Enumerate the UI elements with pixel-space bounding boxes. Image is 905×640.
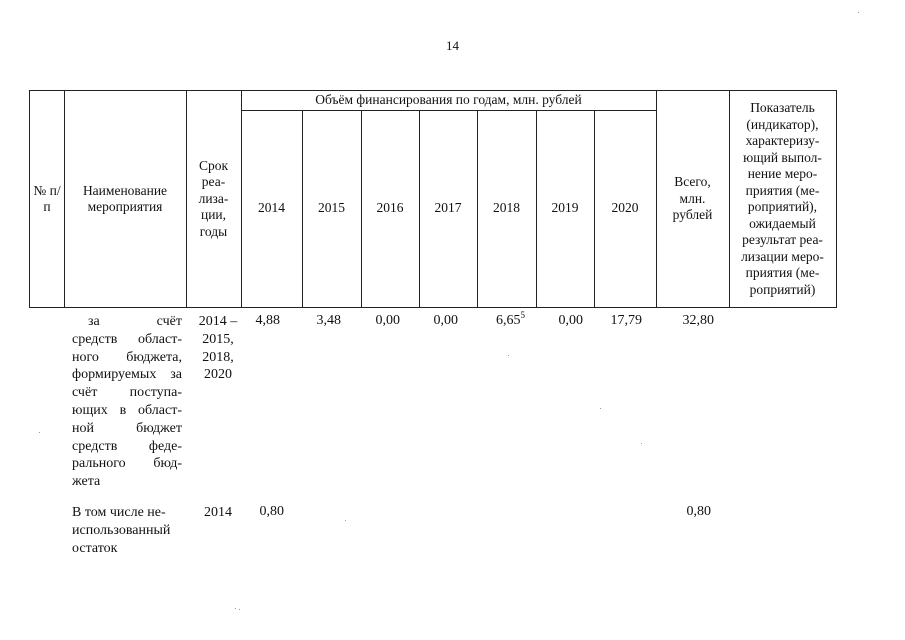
row-1-name-line: средств феде- [72, 438, 182, 454]
scan-speck [345, 520, 346, 521]
header-num: № п/п [33, 182, 61, 214]
row-1-name-line: счёт поступа- [72, 385, 182, 401]
row-1-total: 32,80 [682, 313, 714, 328]
row-1-term-line: 2018, [202, 349, 234, 365]
row-1-value-2018 [476, 310, 525, 329]
row-1-name-line: ющих в област- [72, 402, 182, 418]
header-year: 2016 [376, 200, 404, 216]
header-year: 2018 [493, 200, 520, 216]
row-2-value-2014: 0,80 [259, 504, 284, 519]
row-1-name-line: жета [72, 474, 101, 490]
scan-speck [641, 443, 642, 444]
row-1-value-2016: 0,00 [375, 313, 400, 328]
row-2-name-line: остаток [72, 540, 118, 556]
table-header [29, 90, 837, 308]
header-term: Срок реа-лиза-ции, годы [198, 157, 229, 239]
scan-speck [235, 608, 236, 609]
header-name: Наименование мероприятия [82, 182, 168, 214]
row-1-value-2017: 0,00 [433, 313, 458, 328]
row-1-term [194, 313, 242, 384]
scan-speck [600, 408, 601, 409]
row-1-term-line: 2014 – [198, 314, 238, 329]
row-1-name-line: средств област- [72, 331, 182, 347]
header-year: 2020 [611, 200, 639, 216]
row-2-name-line: использованный [72, 522, 171, 538]
row-2-total: 0,80 [686, 504, 711, 519]
header-year: 2015 [318, 200, 345, 216]
row-1-name-line: за счёт [88, 314, 182, 329]
row-2-name-line: В том числе не- [72, 505, 166, 520]
row-1-value-2018-number: 6,65 [496, 313, 521, 328]
row-1-term-line: 2015, [202, 331, 234, 347]
scan-speck [508, 355, 509, 356]
row-1-value-2014: 4,88 [255, 313, 280, 328]
scan-speck [858, 12, 859, 13]
row-1-name-line: ного бюджета, [72, 349, 182, 365]
header-year: 2014 [258, 200, 285, 216]
header-year: 2017 [434, 200, 462, 216]
header-financing: Объём финансирования по годам, млн. рублей [315, 92, 582, 108]
page-number: 14 [446, 38, 459, 53]
scan-speck [239, 609, 240, 610]
row-1-name [72, 313, 182, 491]
row-1-name-line: ной бюджет [72, 420, 182, 436]
footnote-mark: 5 [520, 310, 525, 320]
row-1-value-2015: 3,48 [316, 313, 341, 328]
row-1-name-line: формируемых за [72, 367, 182, 383]
header-total: Всего, млн. рублей [672, 174, 713, 223]
row-1-term-line: 2020 [204, 367, 232, 383]
row-2-name [72, 504, 184, 557]
row-2-term-line: 2014 [204, 505, 232, 520]
row-1-value-2019: 0,00 [558, 313, 583, 328]
row-1-value-2020: 17,79 [610, 313, 642, 328]
scan-speck [39, 432, 40, 433]
header-year: 2019 [551, 200, 579, 216]
row-1-name-line: рального бюд- [72, 456, 182, 472]
header-indicator: Показатель (индикатор), характеризу-ющий выпол-нение меро-приятия (ме-роприятий), ожидаемый результат реа-лизации меро-приятия (ме-роприятий) [741, 100, 824, 297]
row-2-term [194, 504, 242, 522]
